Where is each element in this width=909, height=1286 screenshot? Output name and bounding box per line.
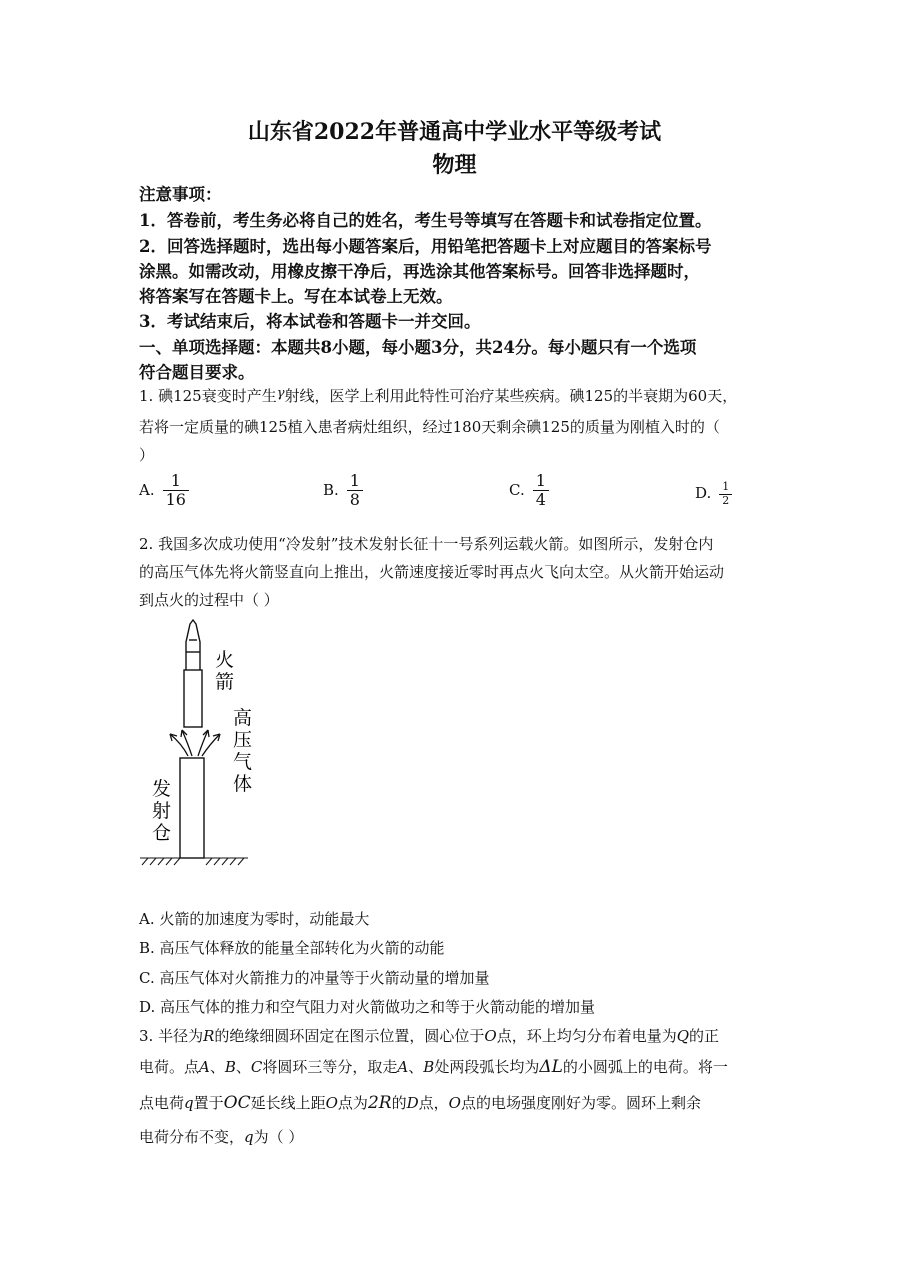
var-D: D (406, 1094, 419, 1112)
q3-text: 点电荷 (139, 1094, 185, 1112)
fraction-numerator: 1 (170, 471, 181, 490)
var-OC: OC (223, 1093, 251, 1113)
q3-text: 将圆环三等分，取走 (262, 1058, 398, 1076)
rocket-icon (184, 620, 202, 727)
fraction-numerator: 1 (349, 471, 360, 490)
fraction-denominator: 16 (163, 490, 189, 509)
q1-option-d (695, 481, 732, 507)
q3-line-3 (139, 1092, 701, 1113)
q1-line-2: 若将一定质量的碘125植入患者病灶组织，经过180天剩余碘125的质量为刚植入时的（ (139, 418, 720, 436)
var-Q: Q (676, 1027, 690, 1045)
q3-text: 点， (418, 1094, 449, 1112)
var-q: q (184, 1094, 194, 1112)
q1-text-a: 1. 碘125衰变时产生 (139, 387, 277, 405)
q2-line-2: 的高压气体先将火箭竖直向上推出，火箭速度接近零时再点火飞向太空。从火箭开始运动 (139, 563, 725, 581)
var-B: B (423, 1058, 435, 1076)
silo-label-2: 射 (152, 800, 172, 822)
var-delta-L: ΔL (539, 1057, 563, 1077)
notice-item-3: 3．考试结束后，将本试卷和答题卡一并交回。 (139, 312, 481, 331)
q3-text: 点，环上均匀分布着电量为 (496, 1027, 677, 1045)
q3-text: 点的电场强度刚好为零。圆环上剩余 (460, 1094, 701, 1112)
q3-text: 电荷分布不变， (139, 1128, 245, 1146)
rocket-label-1: 火 (215, 649, 235, 671)
var-A: A (397, 1058, 409, 1076)
exam-subject: 物理 (432, 152, 477, 178)
section1-heading: 一、单项选择题：本题共8小题，每小题3分，共24分。每小题只有一个选项 (139, 338, 697, 357)
var-q: q (244, 1128, 254, 1146)
q3-text: 的正 (689, 1027, 720, 1045)
q2-option-a: A. 火箭的加速度为零时，动能最大 (139, 910, 370, 928)
q3-text: 的小圆弧上的电荷。将一 (562, 1058, 728, 1076)
ground-hatch (140, 858, 248, 865)
var-O: O (448, 1094, 461, 1112)
var-A: A (199, 1058, 210, 1076)
launch-silo (180, 758, 204, 858)
var-O: O (484, 1027, 497, 1045)
q3-text: 点为 (337, 1094, 368, 1112)
notice-item-2-end: 将答案写在答题卡上。写在本试卷上无效。 (139, 287, 453, 306)
notice-item-2: 2．回答选择题时，选出每小题答案后，用铅笔把答题卡上对应题目的答案标号 (139, 237, 712, 256)
q3-text: 、 (209, 1058, 225, 1076)
q1-line-1 (139, 385, 737, 406)
fraction-denominator: 4 (533, 490, 549, 509)
option-label: D. (695, 484, 712, 503)
rocket-label-2: 箭 (215, 671, 235, 693)
var-2R: 2R (367, 1093, 392, 1113)
var-B: B (224, 1058, 236, 1076)
fraction-denominator: 8 (347, 490, 363, 509)
fraction-numerator: 1 (535, 471, 546, 490)
q3-line-4 (139, 1126, 303, 1147)
var-R: R (203, 1027, 215, 1045)
q3-text: 的绝缘细圆环固定在图示位置，圆心位于 (214, 1027, 485, 1045)
gas-label-2: 压 (233, 729, 253, 751)
gas-label-3: 气 (233, 751, 253, 773)
q1-line-3: ） (139, 446, 155, 464)
silo-label-3: 仓 (152, 822, 172, 844)
notice-heading: 注意事项： (139, 185, 222, 204)
q3-line-1 (139, 1025, 719, 1046)
q1-option-c (509, 472, 549, 510)
q3-line-2 (139, 1056, 728, 1077)
q2-option-c: C. 高压气体对火箭推力的冲量等于火箭动量的增加量 (139, 969, 490, 987)
q3-text: 置于 (193, 1094, 224, 1112)
option-label: A. (139, 480, 155, 499)
option-label: B. (323, 480, 339, 499)
fraction-denominator: 2 (719, 494, 732, 508)
gas-arrows-icon (170, 730, 220, 756)
q1-text-b: 射线，医学上利用此特性可治疗某些疾病。碘125的半衰期为60天， (284, 387, 738, 405)
q3-text: 电荷。点 (139, 1058, 200, 1076)
section1-heading-cont: 符合题目要求。 (139, 363, 255, 382)
q1-option-a (139, 472, 189, 510)
var-O: O (325, 1094, 338, 1112)
q2-option-b: B. 高压气体释放的能量全部转化为火箭的动能 (139, 939, 445, 957)
q3-text: 处两段弧长均为 (434, 1058, 540, 1076)
q3-text: 延长线上距 (250, 1094, 326, 1112)
notice-item-1: 1．答卷前，考生务必将自己的姓名，考生号等填写在答题卡和试卷指定位置。 (139, 211, 712, 230)
q3-text: 的 (391, 1094, 407, 1112)
notice-item-2-cont: 涂黑。如需改动，用橡皮擦干净后，再选涂其他答案标号。回答非选择题时， (139, 262, 700, 281)
rocket-launch-figure (130, 612, 270, 872)
q3-text: 为（ ） (253, 1128, 304, 1146)
gas-label-4: 体 (233, 773, 253, 795)
option-label: C. (509, 480, 525, 499)
q2-line-1: 2. 我国多次成功使用“冷发射”技术发射长征十一号系列运载火箭。如图所示，发射仓内 (139, 535, 714, 553)
q2-option-d: D. 高压气体的推力和空气阻力对火箭做功之和等于火箭动能的增加量 (139, 998, 596, 1016)
q1-option-b (323, 472, 363, 510)
var-C: C (250, 1058, 263, 1076)
gamma-symbol: γ (276, 386, 285, 401)
q3-text: 、 (235, 1058, 251, 1076)
q2-line-3: 到点火的过程中（ ） (139, 591, 279, 609)
q3-text: 、 (408, 1058, 424, 1076)
gas-label-1: 高 (233, 707, 253, 729)
exam-title: 山东省2022年普通高中学业水平等级考试 (247, 119, 662, 145)
silo-label-1: 发 (152, 778, 172, 800)
q3-text: 3. 半径为 (139, 1027, 204, 1045)
fraction-numerator: 1 (722, 480, 730, 493)
